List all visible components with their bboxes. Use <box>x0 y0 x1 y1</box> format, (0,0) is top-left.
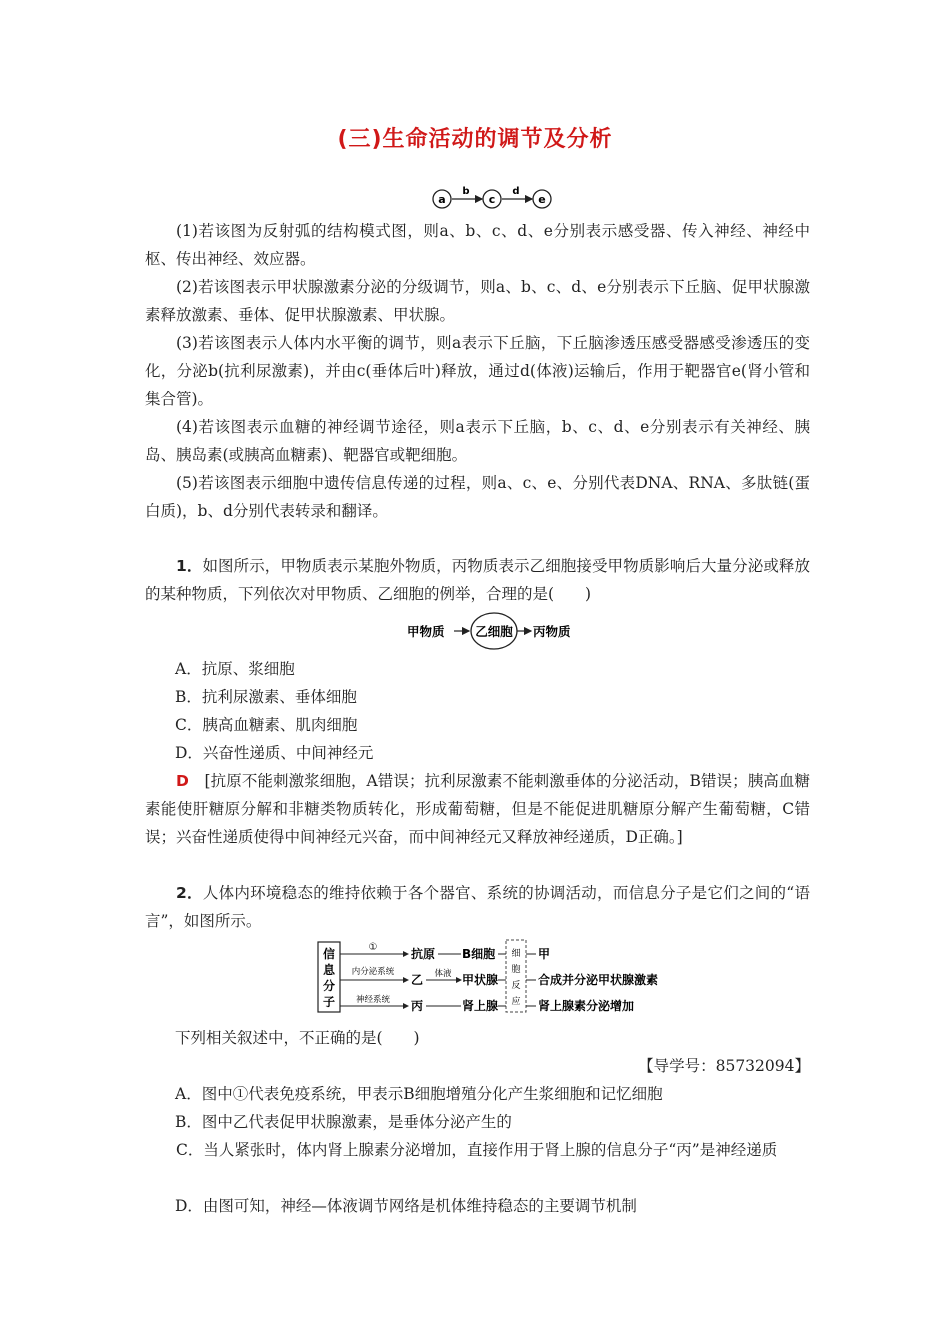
row-1-mid: 抗原 <box>411 947 436 961</box>
row-1-target: B细胞 <box>462 947 496 961</box>
node-e-label: e <box>538 193 546 206</box>
info-box-char-2: 息 <box>322 963 336 977</box>
question-1-diagram <box>405 610 585 652</box>
arrow-b-label: b <box>462 186 470 197</box>
question-1-stem <box>145 552 810 608</box>
row-1-result: 甲 <box>538 947 551 961</box>
question-2-option-b: B．图中乙代表促甲状腺激素，是垂体分泌产生的 <box>175 1113 512 1131</box>
intro-paragraph-1: (1)若该图为反射弧的结构模式图，则a、b、c、d、e分别表示感受器、传入神经、神经中枢、传出神经、效应器。 <box>145 222 810 268</box>
arrow-d-label: d <box>512 186 520 197</box>
row-1-label: ① <box>368 942 378 953</box>
question-2-number: 2． <box>176 884 203 902</box>
intro-paragraph-2: (2)若该图表示甲状腺激素分泌的分级调节，则a、b、c、d、e分别表示下丘脑、促甲状腺激素释放激素、垂体、促甲状腺激素、甲状腺。 <box>145 278 810 324</box>
question-2-sub-stem: 下列相关叙述中，不正确的是( ) <box>175 1029 420 1047</box>
question-1-option-c: C．胰高血糖素、肌肉细胞 <box>175 716 358 734</box>
question-2-option-c: C．当人紧张时，体内肾上腺素分泌增加，直接作用于肾上腺的信息分子“丙”是神经递质 <box>176 1141 778 1159</box>
intro-paragraph-3: (3)若该图表示人体内水平衡的调节，则a表示下丘脑，下丘脑渗透压感受器感受渗透压的变化，分泌b(抗利尿激素)，并由c(垂体后叶)释放，通过d(体液)运输后，作用于靶器官e(肾小管和集合管)。 <box>145 334 810 408</box>
cell-box-char-4: 应 <box>511 997 521 1007</box>
intro-paragraph-4: (4)若该图表示血糖的神经调节途径，则a表示下丘脑，b、c、d、e分别表示有关神经、胰岛、胰岛素(或胰高血糖素)、靶器官或靶细胞。 <box>145 418 810 464</box>
question-2-text: 人体内环境稳态的维持依赖于各个器官、系统的协调活动，而信息分子是它们之间的“语言”，如图所示。 <box>145 884 810 930</box>
node-a-label: a <box>438 193 446 206</box>
cell-box-char-3: 反 <box>511 981 521 991</box>
answer-letter: D <box>176 772 189 790</box>
row-3-target: 肾上腺 <box>462 999 499 1013</box>
row-3-mid: 丙 <box>411 999 424 1013</box>
row-3-result: 肾上腺素分泌增加 <box>538 999 635 1013</box>
row-2-target: 甲状腺 <box>462 973 499 987</box>
node-c-label: c <box>488 193 496 206</box>
row-2-link-label: 体液 <box>434 969 452 979</box>
answer-explanation: [抗原不能刺激浆细胞，A错误；抗利尿激素不能刺激垂体的分泌活动，B错误；胰高血糖素能使肝糖原分解和非糖类物质转化，形成葡萄糖，但是不能促进肌糖原分解产生葡萄糖，C错误；兴奋性递质使得中间神经元兴奋，而中间神经元又释放神经递质，D正确。] <box>145 772 810 846</box>
cell-box-char-1: 细 <box>511 949 521 959</box>
question-2-option-a: A．图中①代表免疫系统，甲表示B细胞增殖分化产生浆细胞和记忆细胞 <box>175 1085 663 1103</box>
page-title: (三)生命活动的调节及分析 <box>337 127 613 152</box>
row-3-label: 神经系统 <box>355 995 391 1005</box>
row-2-label: 内分泌系统 <box>351 967 395 977</box>
diagram-right-label: 丙物质 <box>533 624 571 639</box>
question-2-diagram <box>316 936 676 1016</box>
question-1-option-b: B．抗利尿激素、垂体细胞 <box>175 688 357 706</box>
info-box-char-1: 信 <box>322 947 336 961</box>
guide-number: 【导学号：85732094】 <box>638 1057 810 1075</box>
question-1-number: 1． <box>176 557 203 575</box>
question-1-text: 如图所示，甲物质表示某胞外物质，丙物质表示乙细胞接受甲物质影响后大量分泌或释放的某种物质，下列依次对甲物质、乙细胞的例举，合理的是( ) <box>145 557 810 603</box>
intro-paragraph-5: (5)若该图表示细胞中遗传信息传递的过程，则a、c、e、分别代表DNA、RNA、多肽链(蛋白质)，b、d分别代表转录和翻译。 <box>145 474 810 520</box>
diagram-left-label: 甲物质 <box>407 624 445 639</box>
question-1-option-a: A．抗原、浆细胞 <box>175 660 295 678</box>
row-2-result: 合成并分泌甲状腺激素 <box>538 973 659 987</box>
diagram-center-label: 乙细胞 <box>475 624 513 639</box>
question-1-answer <box>145 767 810 851</box>
info-box-char-3: 分 <box>322 979 336 993</box>
flow-diagram <box>425 184 555 214</box>
row-2-mid: 乙 <box>411 973 424 987</box>
info-box-char-4: 子 <box>322 995 336 1009</box>
cell-box-char-2: 胞 <box>511 965 521 975</box>
question-2-stem <box>145 879 810 935</box>
question-2-option-d: D．由图可知，神经—体液调节网络是机体维持稳态的主要调节机制 <box>175 1197 637 1215</box>
question-1-option-d: D．兴奋性递质、中间神经元 <box>175 744 374 762</box>
